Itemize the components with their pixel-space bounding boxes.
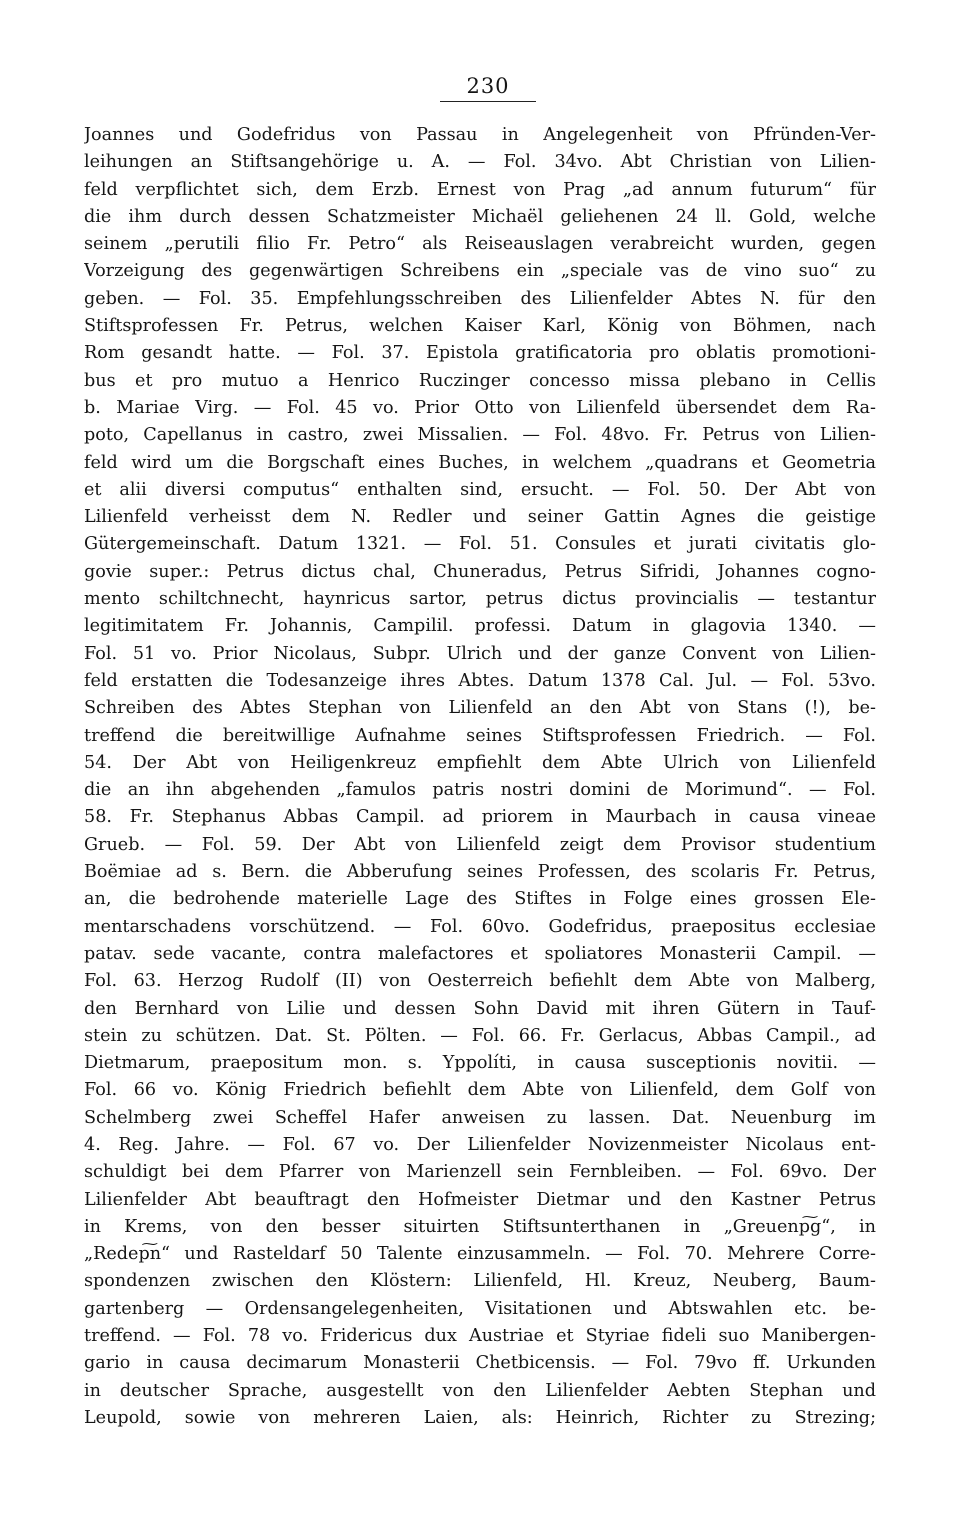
- text-line: patav. sede vacante, contra malefactores et spoliatores Monasterii Campil. —: [84, 943, 876, 964]
- text-line: seinem „perutili filio Fr. Petro“ als Reiseauslagen verabreicht wurden, gegen: [84, 234, 876, 255]
- text-line: die an ihn abgehenden „famulos patris nostri domini de Morimund“. — Fol.: [84, 780, 876, 801]
- text-line: leihungen an Stiftsangehörige u. A. — Fol. 34vo. Abt Christian von Lilien-: [84, 152, 876, 173]
- text-line: 54. Der Abt von Heiligenkreuz empfiehlt dem Abte Ulrich von Lilienfeld: [84, 752, 876, 773]
- text-line: Schelmberg zwei Scheffel Hafer anweisen zu lassen. Dat. Neuenburg im: [84, 1107, 876, 1128]
- text-line: mentarschadens vorschützend. — Fol. 60vo. Godefridus, praepositus ecclesiae: [84, 916, 876, 937]
- text-line: an, die bedrohende materielle Lage des Stiftes in Folge eines grossen Ele-: [84, 889, 876, 910]
- text-line: b. Mariae Virg. — Fol. 45 vo. Prior Otto von Lilienfeld übersendet dem Ra-: [84, 397, 876, 418]
- text-line: legitimitatem Fr. Johannis, Campilil. professi. Datum in glagovia 1340. —: [84, 616, 876, 637]
- text-line: et alii diversi computus“ enthalten sind, ersucht. — Fol. 50. Der Abt von: [84, 479, 876, 500]
- page-number: 230: [466, 74, 510, 98]
- text-line: 58. Fr. Stephanus Abbas Campil. ad priorem in Maurbach in causa vineae: [84, 807, 876, 828]
- text-line: bus et pro mutuo a Henrico Ruczinger concesso missa plebano in Cellis: [84, 370, 876, 391]
- text-line: Stiftsprofessen Fr. Petrus, welchen Kaiser Karl, König von Böhmen, nach: [84, 316, 876, 337]
- text-line: die ihm durch dessen Schatzmeister Michaël geliehenen 24 ll. Gold, welche: [84, 206, 876, 227]
- text-line: 4. Reg. Jahre. — Fol. 67 vo. Der Lilienfelder Novizenmeister Nicolaus ent-: [84, 1134, 876, 1155]
- text-line: feld erstatten die Todesanzeige ihres Abtes. Datum 1378 Cal. Jul. — Fol. 53vo.: [84, 670, 876, 691]
- text-line: geben. — Fol. 35. Empfehlungsschreiben des Lilienfelder Abtes N. für den: [84, 288, 876, 309]
- text-line: den Bernhard von Lilie und dessen Sohn David mit ihren Gütern in Tauf-: [84, 998, 876, 1019]
- text-line: treffend die bereitwillige Aufnahme seines Stiftsprofessen Friedrich. — Fol.: [84, 725, 876, 746]
- text-line: Vorzeigung des gegenwärtigen Schreibens ein „speciale vas de vino suo“ zu: [84, 261, 876, 282]
- text-line: feld wird um die Borgschaft eines Buches, in welchem „quadrans et Geometria: [84, 452, 876, 473]
- text-line: gario in causa decimarum Monasterii Chetbicensis. — Fol. 79vo ff. Urkunden: [84, 1353, 876, 1374]
- text-line: treffend. — Fol. 78 vo. Fridericus dux Austriae et Styriae fideli suo Manibergen-: [84, 1326, 876, 1347]
- text-line: Dietmarum, praepositum mon. s. Yppolíti, in causa susceptionis novitii. —: [84, 1053, 876, 1074]
- body-text: [84, 122, 876, 1432]
- text-line: Grueb. — Fol. 59. Der Abt von Lilienfeld zeigt dem Provisor studentium: [84, 834, 876, 855]
- text-line: Joannes und Godefridus von Passau in Angelegenheit von Pfründen-Ver-: [84, 125, 876, 145]
- text-line: Boëmiae ad s. Bern. die Abberufung seines Professen, des scolaris Fr. Petrus,: [84, 862, 876, 883]
- text-line: Fol. 51 vo. Prior Nicolaus, Subpr. Ulrich und der ganze Convent von Lilien-: [84, 643, 876, 664]
- text-line: Gütergemeinschaft. Datum 1321. — Fol. 51. Consules et jurati civitatis glo-: [84, 534, 876, 555]
- text-line: schuldigt bei dem Pfarrer von Marienzell sein Fernbleiben. — Fol. 69vo. Der: [84, 1162, 876, 1183]
- header-rule: [440, 101, 536, 102]
- text-line: spondenzen zwischen den Klöstern: Lilienfeld, Hl. Kreuz, Neuberg, Baum-: [84, 1271, 876, 1292]
- text-line: Lilienfeld verheisst dem N. Redler und seiner Gattin Agnes die geistige: [84, 507, 876, 528]
- text-line: stein zu schützen. Dat. St. Pölten. — Fol. 66. Fr. Gerlacus, Abbas Campil., ad: [84, 1025, 876, 1046]
- text-line: Fol. 63. Herzog Rudolf (II) von Oesterreich befiehlt dem Abte von Malberg,: [84, 971, 876, 992]
- text-line: govie super.: Petrus dictus chal, Chuneradus, Petrus Sifridi, Johannes cogno-: [84, 561, 876, 582]
- text-line: Fol. 66 vo. König Friedrich befiehlt dem Abte von Lilienfeld, dem Golf von: [84, 1080, 876, 1101]
- text-line: in deutscher Sprache, ausgestellt von den Lilienfelder Aebten Stephan und: [84, 1380, 876, 1401]
- text-line: gartenberg — Ordensangelegenheiten, Visitationen und Abtswahlen etc. be-: [84, 1298, 876, 1319]
- text-line: Rom gesandt hatte. — Fol. 37. Epistola gratificatoria pro oblatis promotioni-: [84, 343, 876, 364]
- text-line: poto, Capellanus in castro, zwei Missalien. — Fol. 48vo. Fr. Petrus von Lilien-: [84, 425, 876, 446]
- text-line: Schreiben des Abtes Stephan von Lilienfeld an den Abt von Stans (!), be-: [84, 698, 876, 719]
- text-line: feld verpflichtet sich, dem Erzb. Ernest von Prag „ad annum futurum“ für: [84, 179, 876, 200]
- text-line: Leupold, sowie von mehreren Laien, als: Heinrich, Richter zu Strezing;: [84, 1407, 876, 1428]
- text-line: in Krems, von den besser situirten Stiftsunterthanen in „Greuenp͠g“, in: [84, 1216, 876, 1237]
- text-line: Lilienfelder Abt beauftragt den Hofmeister Dietmar und den Kastner Petrus: [84, 1189, 876, 1210]
- text-line: mento schiltchnecht, haynricus sartor, petrus dictus provincialis — testantur: [84, 589, 876, 610]
- text-line: „Redep͠n“ und Rasteldarf 50 Talente einzusammeln. — Fol. 70. Mehrere Corre-: [84, 1244, 876, 1265]
